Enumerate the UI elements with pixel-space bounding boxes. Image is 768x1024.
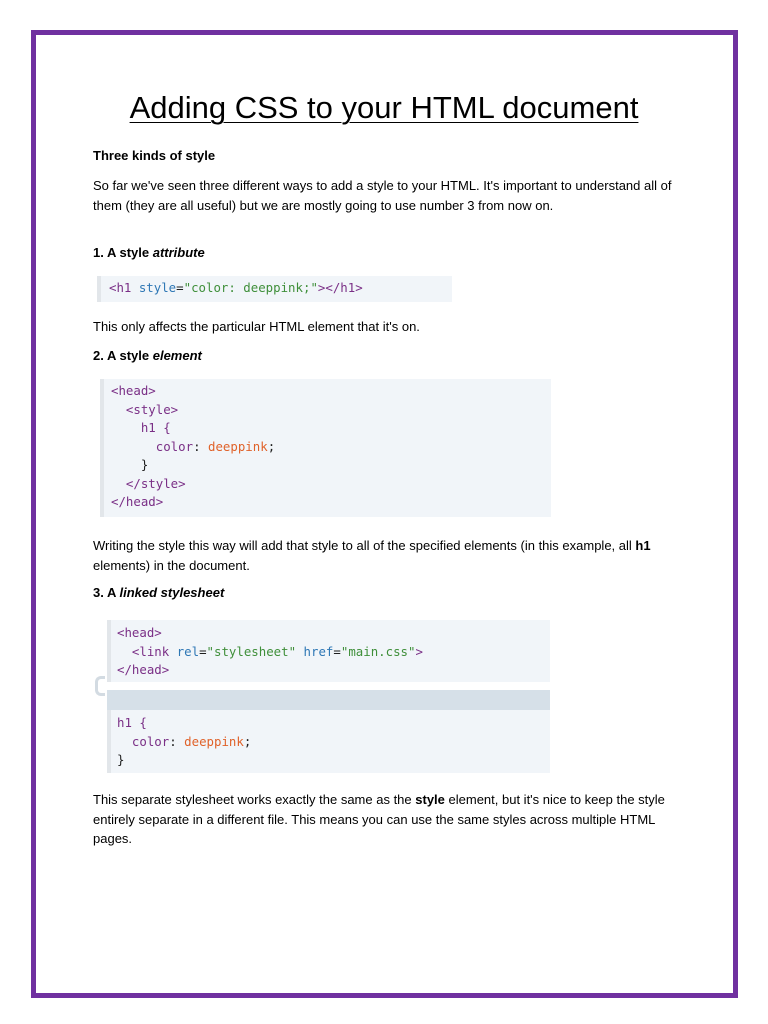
code-line — [111, 493, 551, 512]
code-selector: h1 { — [117, 715, 147, 730]
code-selector: h1 { — [140, 420, 171, 435]
code-string: "stylesheet" — [206, 643, 297, 659]
code-punctuation: ; — [243, 733, 252, 749]
section2-heading-number: 2. A style — [93, 348, 153, 363]
section1-note: This only affects the particular HTML element that it's on. — [93, 319, 420, 334]
code-line — [117, 643, 550, 662]
section2-note-bold: h1 — [635, 538, 651, 553]
code-string: "color: deeppink;" — [183, 280, 318, 295]
code-block-style-attribute — [97, 276, 452, 302]
code-line — [111, 382, 551, 401]
code-punctuation: } — [117, 752, 125, 767]
code-punctuation: = — [176, 280, 184, 295]
section2-note-text: Writing the style this way will add that style to all of the specified elements (in this example, all — [93, 538, 636, 553]
code-tag: </head> — [117, 662, 170, 677]
code-value: deeppink — [184, 733, 244, 749]
section2-note-text: elements) in the document. — [93, 557, 250, 573]
code-block-css-file — [107, 710, 550, 773]
code-line — [111, 456, 551, 475]
section1-heading-number: 1. A style — [93, 245, 153, 260]
code-line — [111, 401, 551, 420]
intro-paragraph: So far we've seen three different ways to add a style to your HTML. It's important to understand all of them (they are all useful) but we are mostly going to use number 3 from now on. — [93, 178, 672, 213]
code-line — [117, 661, 550, 680]
code-tag: <head> — [117, 625, 162, 640]
intro-heading: Three kinds of style — [93, 148, 216, 163]
code-tag: <head> — [111, 383, 156, 398]
code-tag: </style> — [125, 475, 186, 491]
section2-heading-emphasis: element — [152, 348, 202, 363]
code-property: color — [155, 438, 194, 454]
connector-handle — [95, 676, 105, 696]
page-title: Adding CSS to your HTML document — [129, 90, 639, 125]
section3-heading — [93, 583, 224, 603]
section1-heading — [93, 243, 205, 263]
code-punctuation: : — [169, 733, 185, 749]
code-tag: > — [415, 643, 423, 659]
code-attribute: rel — [176, 643, 200, 659]
code-punctuation: = — [199, 643, 207, 659]
code-block-html-link — [107, 620, 550, 682]
section3-note-text: This separate stylesheet works exactly the same as the — [93, 792, 416, 807]
code-line — [117, 751, 550, 770]
section2-heading — [93, 346, 202, 366]
code-punctuation: : — [193, 438, 208, 454]
code-punctuation: ; — [267, 438, 276, 454]
code-tag: ></h1> — [317, 280, 363, 295]
code-punctuation: } — [140, 457, 149, 472]
section1-heading-emphasis: attribute — [152, 245, 205, 260]
code-tag: <style> — [125, 401, 179, 417]
code-line — [117, 714, 550, 733]
code-attribute: style — [138, 280, 177, 295]
section3-heading-emphasis: linked stylesheet — [119, 585, 225, 600]
section3-note — [93, 790, 683, 849]
code-line — [111, 438, 551, 457]
code-punctuation: = — [333, 643, 341, 659]
code-line — [117, 624, 550, 643]
code-line — [111, 475, 551, 494]
section3-note-text: element, but it's nice to keep the style entirely separate in a different file. This means you can use the same styles across multiple HTML pages. — [93, 792, 665, 846]
code-block-style-element — [100, 379, 551, 517]
code-tag: <h1 — [109, 280, 139, 295]
code-divider — [107, 690, 550, 710]
code-line — [117, 733, 550, 752]
code-tag: </head> — [111, 494, 164, 509]
code-value: deeppink — [208, 438, 268, 454]
section3-heading-number: 3. A — [93, 585, 120, 600]
section3-note-bold: style — [415, 792, 445, 807]
code-attribute: href — [303, 643, 334, 659]
code-property: color — [131, 733, 170, 749]
section2-note — [93, 536, 683, 575]
code-string: "main.css" — [340, 643, 416, 659]
code-line — [111, 419, 551, 438]
code-tag: <link — [131, 643, 177, 659]
